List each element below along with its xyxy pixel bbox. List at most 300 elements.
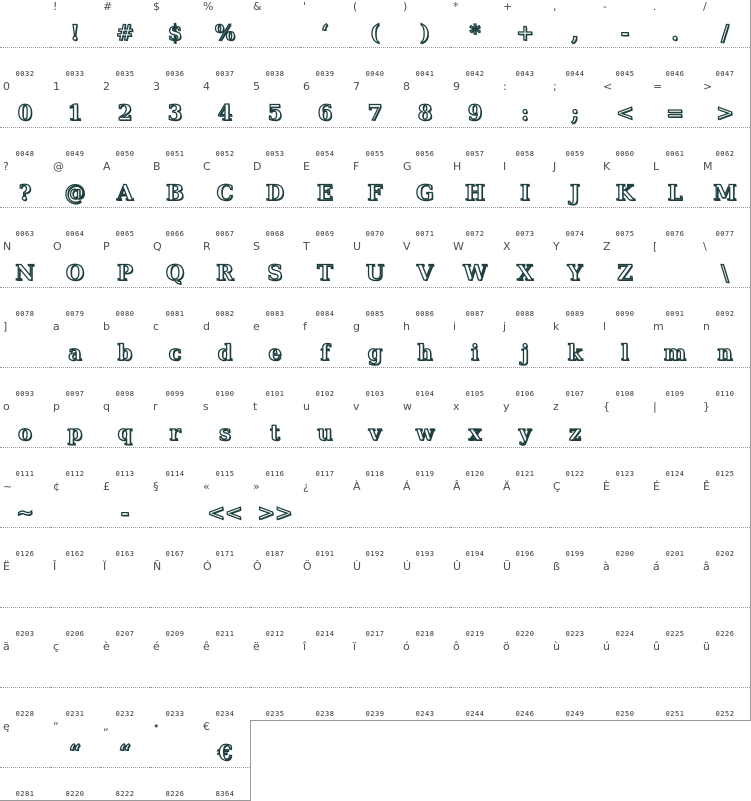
baseline-guide [250,287,300,288]
glyph-cell[interactable] [500,80,551,161]
glyph-cell[interactable] [250,320,301,401]
cell-char-label: 6 [303,80,310,93]
baseline-guide [500,287,550,288]
glyph-cell[interactable] [150,320,201,401]
glyph-cell[interactable] [50,720,101,801]
cell-char-label: I [503,160,507,173]
glyph-cell[interactable] [400,400,451,481]
cell-code: 0067 [215,230,235,238]
cell-code: 0051 [165,150,185,158]
glyph-cell[interactable] [0,400,51,481]
glyph-cell[interactable] [200,720,251,801]
baseline-guide [150,207,200,208]
cell-code: 0061 [665,150,685,158]
glyph-cell[interactable] [500,240,551,321]
glyph-cell[interactable] [550,640,601,721]
cell-char-label: f [303,320,307,333]
glyph-cell[interactable] [350,560,401,641]
glyph-cell[interactable] [150,400,201,481]
glyph-sample: % [215,20,235,45]
cell-code: 0083 [265,310,285,318]
cell-code: 0122 [565,470,585,478]
glyph-cell[interactable] [350,80,401,161]
glyph-sample: A [116,180,134,205]
glyph-cell[interactable] [300,80,351,161]
baseline-guide [500,527,550,528]
glyph-sample: P [117,260,133,285]
glyph-cell[interactable] [400,80,451,161]
cell-code: 0114 [165,470,185,478]
glyph-cell[interactable] [300,640,351,721]
cell-code: 0103 [365,390,385,398]
glyph-cell[interactable] [450,80,501,161]
glyph-cell[interactable] [400,480,451,561]
baseline-guide [700,527,750,528]
cell-code: 0224 [615,630,635,638]
glyph-sample: ? [18,180,32,205]
glyph-sample: 2 [117,100,133,125]
glyph-sample: ( [370,20,380,45]
cell-code: 0070 [365,230,385,238]
glyph-sample: 7 [367,100,383,125]
glyph-cell[interactable] [600,320,651,401]
glyph-cell[interactable] [400,0,451,81]
glyph-cell[interactable] [450,400,501,481]
baseline-guide [450,687,500,688]
glyph-sample: * [469,20,481,45]
glyph-cell[interactable] [400,560,451,641]
glyph-sample: $ [167,20,183,45]
cell-char-label: „ [103,720,109,733]
glyph-cell[interactable] [600,80,651,161]
cell-code: 0246 [515,710,535,718]
glyph-cell[interactable] [150,640,201,721]
cell-code: 0086 [415,310,435,318]
baseline-guide [350,287,400,288]
cell-char-label: ( [353,0,358,13]
glyph-cell[interactable] [450,640,501,721]
baseline-guide [550,287,600,288]
baseline-guide [300,287,350,288]
cell-code: 0211 [215,630,235,638]
glyph-sample: q [117,420,133,445]
baseline-guide [650,287,700,288]
glyph-cell[interactable] [700,400,751,481]
glyph-cell[interactable] [100,640,151,721]
glyph-cell[interactable] [600,480,651,561]
glyph-sample: X [516,260,534,285]
cell-code: 0220 [515,630,535,638]
glyph-cell[interactable] [50,400,101,481]
baseline-guide [600,207,650,208]
glyph-cell[interactable] [300,320,351,401]
baseline-guide [100,367,150,368]
cell-char-label: 3 [153,80,160,93]
glyph-cell[interactable] [200,640,251,721]
baseline-guide [300,687,350,688]
cell-char-label: > [703,80,713,93]
baseline-guide [500,367,550,368]
glyph-cell[interactable] [200,560,251,641]
cell-code: 0171 [215,550,235,558]
cell-char-label: ä [3,640,10,653]
glyph-cell[interactable] [500,640,551,721]
baseline-guide [50,687,100,688]
glyph-cell[interactable] [650,480,701,561]
baseline-guide [650,607,700,608]
cell-code: 0238 [315,710,335,718]
glyph-cell[interactable] [0,720,51,801]
cell-code: 0251 [665,710,685,718]
baseline-guide [200,527,250,528]
cell-char-label: Ù [353,560,362,573]
glyph-cell[interactable] [550,560,601,641]
baseline-guide [650,367,700,368]
glyph-cell[interactable] [350,0,401,81]
glyph-cell[interactable] [350,400,401,481]
cell-code: 0089 [565,310,585,318]
glyph-cell[interactable] [650,640,701,721]
glyph-cell[interactable] [300,480,351,561]
glyph-cell[interactable] [50,640,101,721]
cell-code: 0243 [415,710,435,718]
glyph-cell[interactable] [600,640,651,721]
glyph-cell[interactable] [300,560,351,641]
cell-char-label: + [503,0,513,13]
cell-char-label: [ [653,240,658,253]
glyph-cell[interactable] [0,240,51,321]
baseline-guide [100,527,150,528]
glyph-cell[interactable] [600,0,651,81]
baseline-guide [500,687,550,688]
cell-code: 0244 [465,710,485,718]
glyph-sample: . [671,20,679,45]
cell-code: 8364 [215,790,235,798]
glyph-cell[interactable] [50,240,101,321]
glyph-cell[interactable] [150,240,201,321]
glyph-cell[interactable] [650,80,701,161]
glyph-cell[interactable] [100,560,151,641]
glyph-cell[interactable] [700,320,751,401]
glyph-cell[interactable] [700,80,751,161]
glyph-cell[interactable] [50,560,101,641]
glyph-cell[interactable] [350,160,401,241]
baseline-guide [0,47,50,48]
glyph-cell[interactable] [600,240,651,321]
cell-char-label: % [203,0,214,13]
glyph-sample: x [468,420,482,445]
glyph-sample: l [621,340,629,365]
glyph-cell[interactable] [100,160,151,241]
cell-char-label: Y [553,240,560,253]
cell-char-label: G [403,160,412,173]
glyph-cell[interactable] [0,0,51,81]
glyph-cell[interactable] [250,0,301,81]
cell-code: 0117 [315,470,335,478]
glyph-cell[interactable] [0,160,51,241]
glyph-cell[interactable] [600,400,651,481]
cell-code: 0088 [515,310,535,318]
glyph-cell[interactable] [600,560,651,641]
baseline-guide [100,47,150,48]
cell-code: 0098 [115,390,135,398]
cell-char-label: ß [553,560,560,573]
glyph-cell[interactable] [50,80,101,161]
glyph-cell[interactable] [650,320,701,401]
glyph-cell[interactable] [100,320,151,401]
cell-char-label: é [153,640,160,653]
baseline-guide [350,607,400,608]
glyph-cell[interactable] [500,320,551,401]
glyph-cell[interactable] [50,480,101,561]
cell-char-label: » [253,480,260,493]
glyph-cell[interactable] [400,320,451,401]
cell-code: 0163 [115,550,135,558]
glyph-cell[interactable] [150,80,201,161]
glyph-cell[interactable] [250,480,301,561]
cell-char-label: ? [3,160,9,173]
glyph-cell[interactable] [200,160,251,241]
glyph-cell[interactable] [300,160,351,241]
glyph-cell[interactable] [50,0,101,81]
glyph-cell[interactable] [450,240,501,321]
glyph-cell[interactable] [350,240,401,321]
cell-char-label: V [403,240,411,253]
glyph-sample: 4 [217,100,233,125]
baseline-guide [550,527,600,528]
baseline-guide [400,447,450,448]
baseline-guide [300,527,350,528]
glyph-cell[interactable] [0,560,51,641]
cell-code: 0231 [65,710,85,718]
glyph-cell[interactable] [700,640,751,721]
cell-char-label: 4 [203,80,210,93]
cell-code: 0071 [415,230,435,238]
cell-code: 0097 [65,390,85,398]
glyph-sample: R [216,260,234,285]
cell-char-label: ù [553,640,560,653]
glyph-cell[interactable] [0,480,51,561]
glyph-sample: c [168,340,182,365]
baseline-guide [300,127,350,128]
glyph-cell[interactable] [150,480,201,561]
glyph-cell[interactable] [550,400,601,481]
glyph-cell[interactable] [150,560,201,641]
glyph-cell[interactable] [550,240,601,321]
glyph-cell[interactable] [700,160,751,241]
glyph-cell[interactable] [550,320,601,401]
cell-code: 0092 [715,310,735,318]
cell-char-label: w [403,400,412,413]
glyph-cell[interactable] [300,400,351,481]
glyph-cell[interactable] [450,0,501,81]
glyph-cell[interactable] [200,240,251,321]
glyph-cell[interactable] [650,560,701,641]
glyph-cell[interactable] [250,80,301,161]
cell-char-label: - [603,0,607,13]
baseline-guide [500,127,550,128]
glyph-cell[interactable] [700,240,751,321]
glyph-cell[interactable] [200,80,251,161]
glyph-cell[interactable] [450,480,501,561]
glyph-cell[interactable] [700,0,751,81]
glyph-cell[interactable] [550,0,601,81]
cell-char-label: Â [453,480,461,493]
glyph-cell[interactable] [300,240,351,321]
glyph-sample: I [520,180,530,205]
cell-char-label: 0 [3,80,10,93]
cell-code: 8222 [115,790,135,798]
baseline-guide [450,207,500,208]
baseline-guide [200,287,250,288]
glyph-cell[interactable] [450,560,501,641]
baseline-guide [450,607,500,608]
glyph-cell[interactable] [400,640,451,721]
baseline-guide [100,687,150,688]
glyph-cell[interactable] [200,400,251,481]
baseline-guide [650,127,700,128]
glyph-sample: F [367,180,383,205]
baseline-guide [400,47,450,48]
baseline-guide [450,287,500,288]
glyph-cell[interactable] [150,160,201,241]
glyph-cell[interactable] [550,160,601,241]
cell-code: 0110 [715,390,735,398]
glyph-cell[interactable] [0,80,51,161]
baseline-guide [50,527,100,528]
glyph-cell[interactable] [100,80,151,161]
glyph-sample: << [207,500,243,525]
glyph-cell[interactable] [700,480,751,561]
glyph-cell[interactable] [650,400,701,481]
glyph-cell[interactable] [400,160,451,241]
cell-code: 0080 [115,310,135,318]
glyph-cell[interactable] [700,560,751,641]
baseline-guide [0,687,50,688]
glyph-cell[interactable] [350,640,401,721]
glyph-cell[interactable] [350,320,401,401]
glyph-sample: y [518,420,532,445]
cell-char-label: O [53,240,62,253]
cell-char-label: ç [53,640,60,653]
baseline-guide [100,207,150,208]
glyph-cell[interactable] [300,0,351,81]
cell-char-label: : [503,80,507,93]
glyph-cell[interactable] [600,160,651,241]
baseline-guide [400,367,450,368]
baseline-guide [500,447,550,448]
cell-char-label: ' [303,0,307,13]
glyph-cell[interactable] [50,160,101,241]
cell-char-label: # [103,0,113,13]
baseline-guide [250,127,300,128]
glyph-cell[interactable] [550,80,601,161]
glyph-cell[interactable] [100,240,151,321]
baseline-guide [100,447,150,448]
glyph-cell[interactable] [100,0,151,81]
glyph-cell[interactable] [200,0,251,81]
cell-char-label: Á [403,480,411,493]
glyph-sample: V [416,260,434,285]
cell-char-label: Ï [103,560,107,573]
cell-code: 0209 [165,630,185,638]
cell-char-label: M [703,160,713,173]
cell-char-label: Ó [203,560,212,573]
glyph-cell[interactable] [500,480,551,561]
glyph-cell[interactable] [100,400,151,481]
glyph-cell[interactable] [350,480,401,561]
baseline-guide [600,527,650,528]
glyph-cell[interactable] [150,0,201,81]
glyph-cell[interactable] [500,160,551,241]
glyph-cell[interactable] [550,480,601,561]
glyph-cell[interactable] [250,160,301,241]
glyph-cell[interactable] [650,160,701,241]
cell-code: 0085 [365,310,385,318]
glyph-cell[interactable] [200,480,251,561]
cell-char-label: U [353,240,362,253]
cell-char-label: < [603,80,613,93]
glyph-cell[interactable] [450,320,501,401]
glyph-cell[interactable] [250,560,301,641]
baseline-guide [300,607,350,608]
glyph-sample: k [567,340,583,365]
glyph-cell[interactable] [400,240,451,321]
glyph-cell[interactable] [650,0,701,81]
baseline-guide [600,607,650,608]
baseline-guide [150,367,200,368]
cell-char-label: . [653,0,657,13]
cell-char-label: \ [703,240,707,253]
cell-char-label: ) [403,0,408,13]
glyph-cell[interactable] [100,480,151,561]
glyph-cell[interactable] [150,720,201,801]
baseline-guide [50,47,100,48]
glyph-sample: < [616,100,634,125]
baseline-guide [700,127,750,128]
cell-code: 0218 [415,630,435,638]
glyph-cell[interactable] [0,640,51,721]
glyph-cell[interactable] [0,320,51,401]
baseline-guide [600,447,650,448]
glyph-cell[interactable] [500,0,551,81]
glyph-cell[interactable] [450,160,501,241]
cell-char-label: z [553,400,559,413]
glyph-cell[interactable] [650,240,701,321]
cell-code: 0059 [565,150,585,158]
glyph-cell[interactable] [500,400,551,481]
baseline-guide [0,207,50,208]
glyph-cell[interactable] [500,560,551,641]
baseline-guide [700,687,750,688]
glyph-cell[interactable] [100,720,151,801]
cell-char-label: “ [53,720,59,733]
baseline-guide [0,127,50,128]
glyph-sample: 3 [167,100,183,125]
baseline-guide [650,207,700,208]
glyph-cell[interactable] [250,640,301,721]
glyph-cell[interactable] [250,400,301,481]
baseline-guide [200,687,250,688]
glyph-cell[interactable] [50,320,101,401]
glyph-cell[interactable] [200,320,251,401]
cell-code: 0228 [15,710,35,718]
cell-code: 0232 [115,710,135,718]
glyph-cell[interactable] [250,240,301,321]
cell-code: 0109 [665,390,685,398]
baseline-guide [50,767,100,768]
baseline-guide [400,527,450,528]
